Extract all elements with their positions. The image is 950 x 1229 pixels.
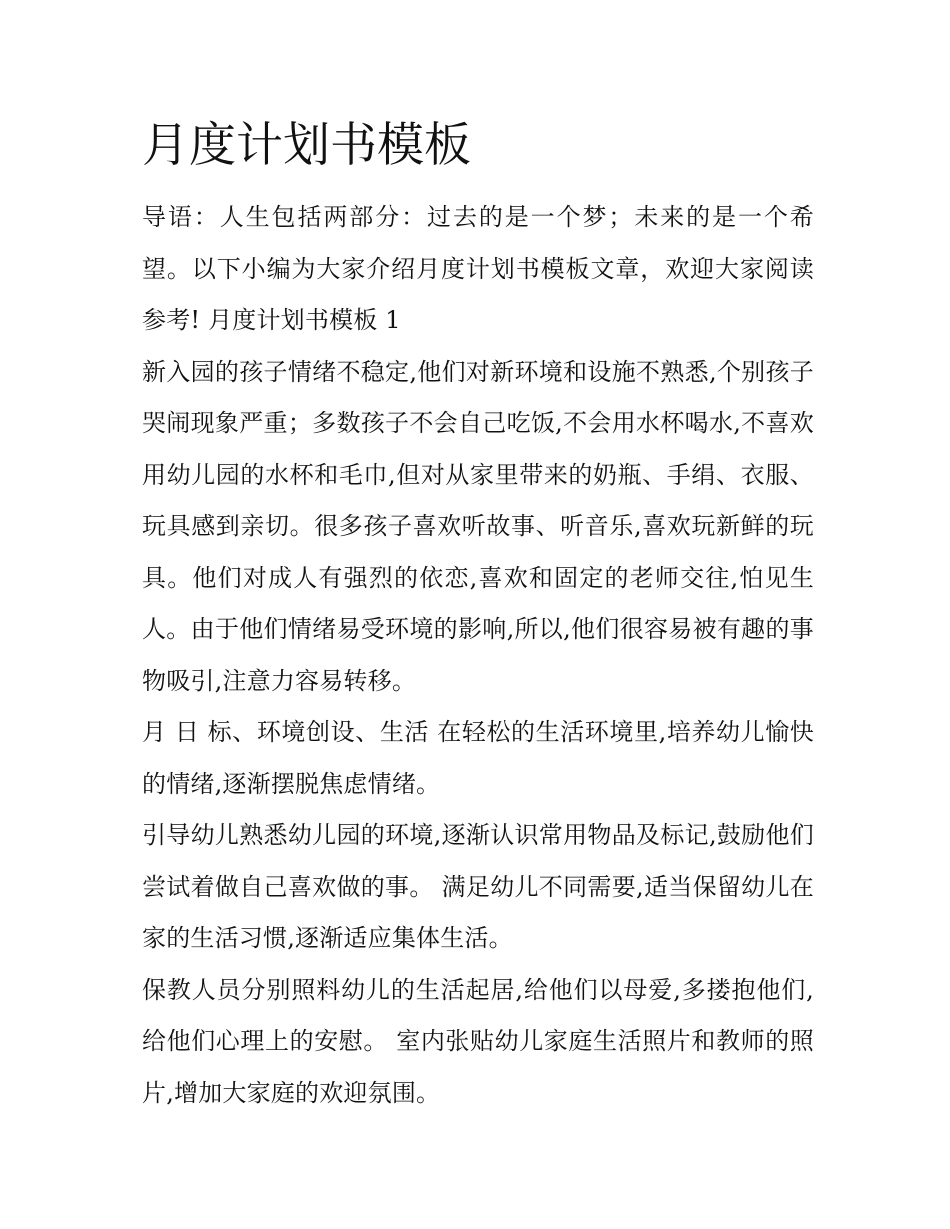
paragraph-goals-environment: 月 日 标、环境创设、生活 在轻松的生活环境里,培养幼儿愉快的情绪,逐渐摆脱焦虑情绪。 [142,718,814,798]
paragraph-guidance: 引导幼儿熟悉幼儿园的环境,逐渐认识常用物品及标记,鼓励他们尝试着做自己喜欢做的事。 满足幼儿不同需要,适当保留幼儿在家的生活习惯,逐渐适应集体生活。 [142,821,814,952]
paragraph-intro: 导语：人生包括两部分：过去的是一个梦；未来的是一个希望。以下小编为大家介绍月度计划书模板文章，欢迎大家阅读参考! 月度计划书模板 1 [142,203,814,334]
paragraph-children-situation: 新入园的孩子情绪不稳定,他们对新环境和设施不熟悉,个别孩子哭闹现象严重；多数孩子不会自己吃饭,不会用水杯喝水,不喜欢用幼儿园的水杯和毛巾,但对从家里带来的奶瓶、手绢、衣服、玩具感到亲切。很多孩子喜欢听故事、听音乐,喜欢玩新鲜的玩具。他们对成人有强烈的依恋,喜欢和固定的老师交往,怕见生人。由于他们情绪易受环境的影响,所以,他们很容易被有趣的事物吸引,注意力容易转移。 [142,357,814,695]
document-title: 月度计划书模板 [142,118,471,173]
document-page [142,112,814,1119]
paragraph-caregiving: 保教人员分别照料幼儿的生活起居,给他们以母爱,多搂抱他们,给他们心理上的安慰。 室内张贴幼儿家庭生活照片和教师的照片,增加大家庭的欢迎氛围。 [142,975,814,1107]
